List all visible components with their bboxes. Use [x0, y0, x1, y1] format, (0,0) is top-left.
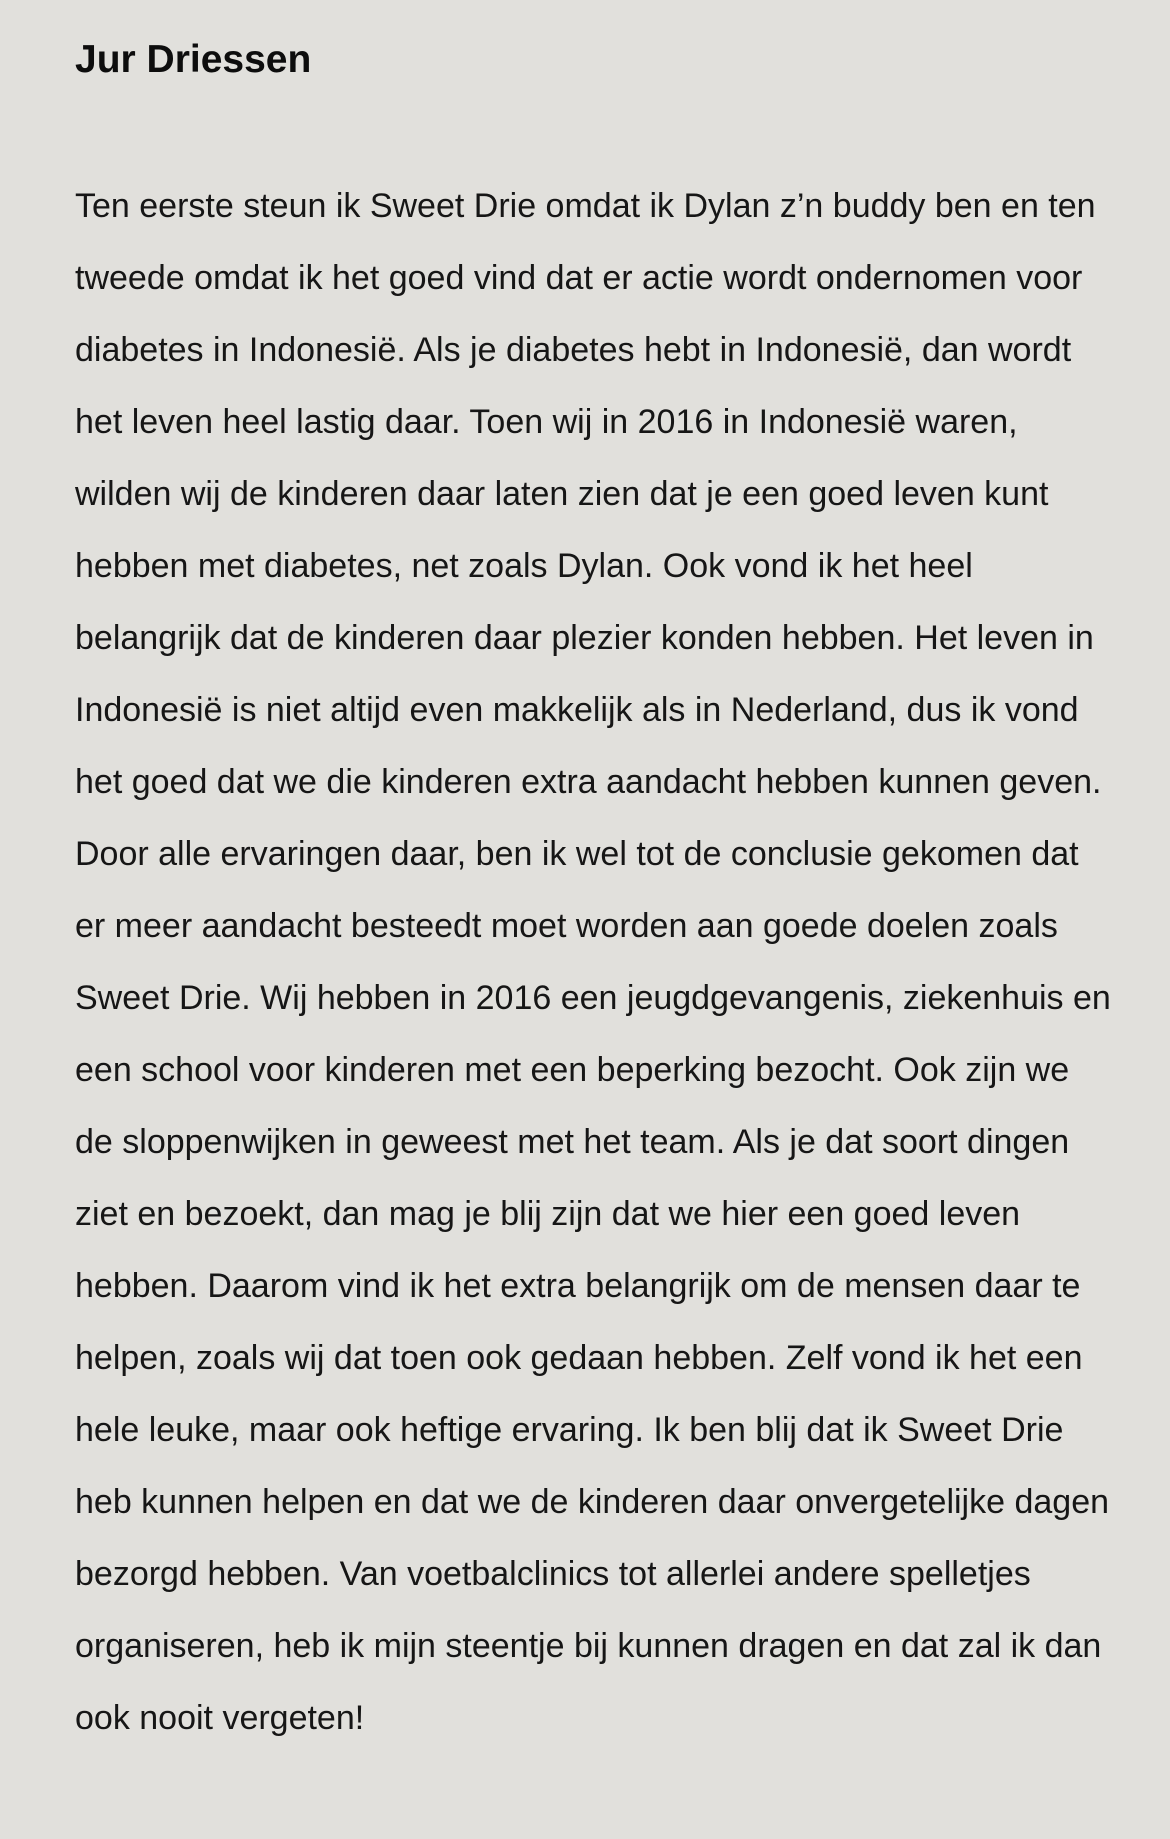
testimonial-body: Ten eerste steun ik Sweet Drie omdat ik Dylan z’n buddy ben en ten tweede omdat ik het goed vind dat er actie wordt ondernomen voor diabetes in Indonesië. Als je diabetes hebt in Indonesië, dan wordt het leven heel lastig daar. Toen wij in 2016 in Indonesië waren, wilden wij de kinderen daar laten zien dat je een goed leven kunt hebben met diabetes, net zoals Dylan. Ook vond ik het heel belangrijk dat de kinderen daar plezier konden hebben. Het leven in Indonesië is niet altijd even makkelijk als in Nederland, dus ik vond het goed dat we die kinderen extra aandacht hebben kunnen geven. Door alle ervaringen daar, ben ik wel tot de conclusie gekomen dat er meer aandacht besteedt moet worden aan goede doelen zoals Sweet Drie. Wij hebben in 2016 een jeugdgevangenis, ziekenhuis en een school voor kinderen met een beperking bezocht. Ook zijn we de sloppenwijken in geweest met het team. Als je dat soort dingen ziet en bezoekt, dan mag je blij zijn dat we hier een goed leven hebben. Daarom vind ik het extra belangrijk om de mensen daar te helpen, zoals wij dat toen ook gedaan hebben. Zelf vond ik het een hele leuke, maar ook heftige ervaring. Ik ben blij dat ik Sweet Drie heb kunnen helpen en dat we de kinderen daar onvergetelijke dagen bezorgd hebben. Van voetbalclinics tot allerlei andere spelletjes organiseren, heb ik mijn steentje bij kunnen dragen en dat zal ik dan ook nooit vergeten!	[75, 187, 1111, 1737]
author-name: Jur Driessen	[75, 38, 312, 81]
